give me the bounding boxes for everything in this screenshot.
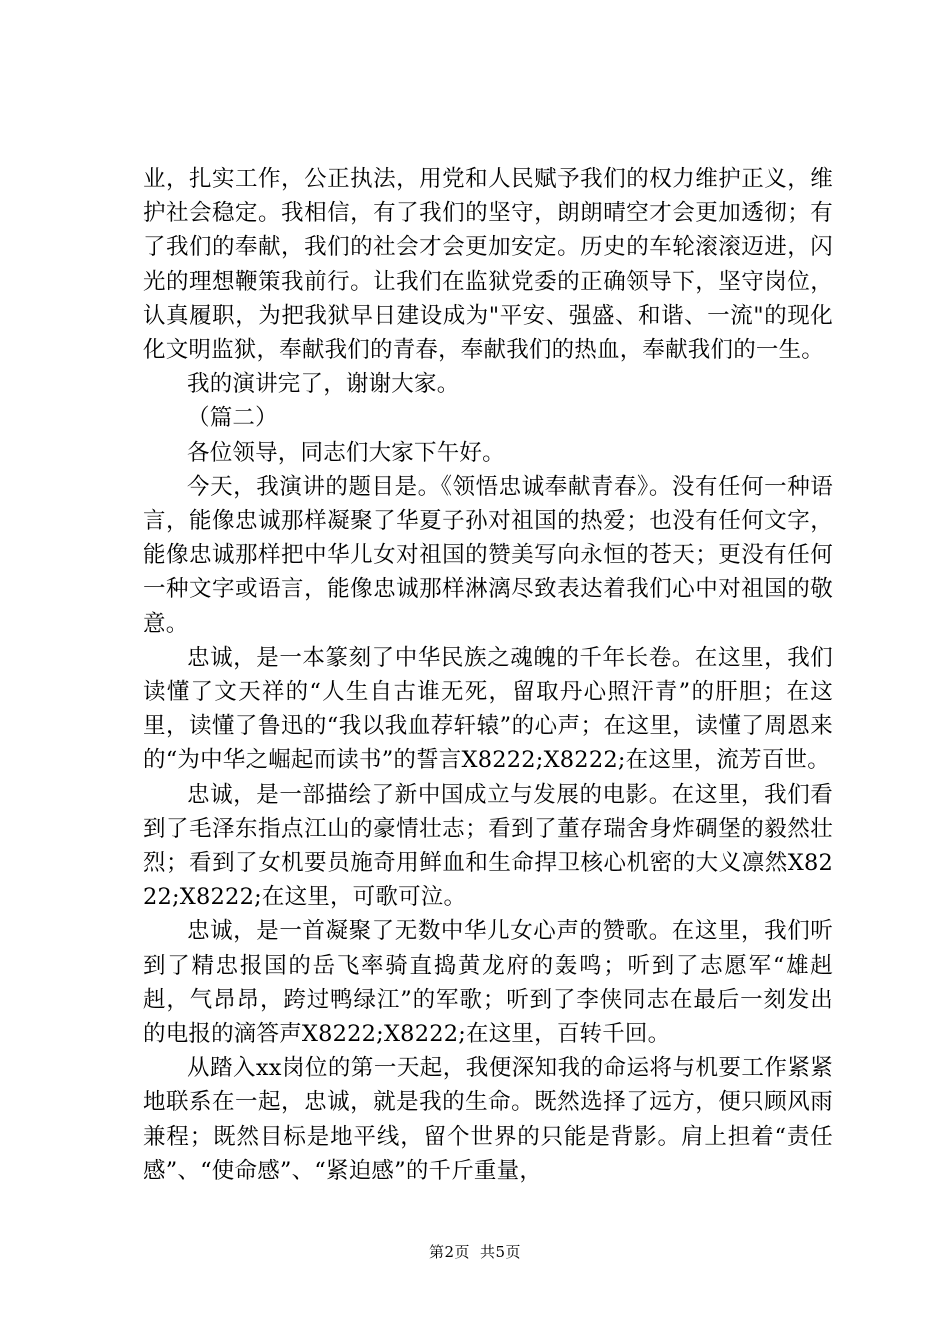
paragraph: 今天，我演讲的题目是。《领悟忠诚奉献青春》。没有任何一种语言，能像忠诚那样凝聚了华夏子孙对祖国的热爱；也没有任何文字，能像忠诚那样把中华儿女对祖国的赞美写向永恒的苍天；更没有任何一种文字或语言，能像忠诚那样淋漓尽致表达着我们心中对祖国的敬意。	[143, 473, 833, 637]
paragraph: 忠诚，是一部描绘了新中国成立与发展的电影。在这里，我们看到了毛泽东指点江山的豪情壮志；看到了董存瑞舍身炸碉堡的毅然壮烈；看到了女机要员施奇用鲜血和生命捍卫核心机密的大义凛然X8222;X8222;在这里，可歌可泣。	[143, 781, 833, 911]
page-number: 第2页	[428, 1243, 470, 1261]
section-heading: （篇二）	[187, 405, 278, 432]
document-body	[143, 162, 833, 1188]
paragraph: 业，扎实工作，公正执法，用党和人民赋予我们的权力维护正义，维护社会稳定。我相信，有了我们的坚守，朗朗晴空才会更加透彻；有了我们的奉献，我们的社会才会更加安定。历史的车轮滚滚迈进，闪光的理想鞭策我前行。让我们在监狱党委的正确领导下，坚守岗位，认真履职，为把我狱早日建设成为"平安、强盛、和谐、一流"的现化化文明监狱，奉献我们的青春，奉献我们的热血，奉献我们的一生。	[143, 166, 833, 364]
page-total: 共5页	[480, 1243, 522, 1261]
page-footer	[0, 1242, 950, 1262]
paragraph: 各位领导，同志们大家下午好。	[187, 439, 505, 466]
paragraph: 忠诚，是一本篆刻了中华民族之魂魄的千年长卷。在这里，我们读懂了文天祥的“人生自古谁无死，留取丹心照汗青”的肝胆；在这里，读懂了鲁迅的“我以我血荐轩辕”的心声；在这里，读懂了周恩来的“为中华之崛起而读书”的誓言X8222;X8222;在这里，流芳百世。	[143, 644, 833, 774]
paragraph: 我的演讲完了，谢谢大家。	[187, 371, 460, 398]
paragraph: 从踏入xx岗位的第一天起，我便深知我的命运将与机要工作紧紧地联系在一起，忠诚，就是我的生命。既然选择了远方，便只顾风雨兼程；既然目标是地平线，留个世界的只能是背影。肩上担着“责任感”、“使命感”、“紧迫感”的千斤重量，	[143, 1055, 833, 1184]
paragraph: 忠诚，是一首凝聚了无数中华儿女心声的赞歌。在这里，我们听到了精忠报国的岳飞率骑直捣黄龙府的轰鸣；听到了志愿军“雄赳赳，气昂昂，跨过鸭绿江”的军歌；听到了李侠同志在最后一刻发出的电报的滴答声X8222;X8222;在这里，百转千回。	[143, 918, 833, 1048]
